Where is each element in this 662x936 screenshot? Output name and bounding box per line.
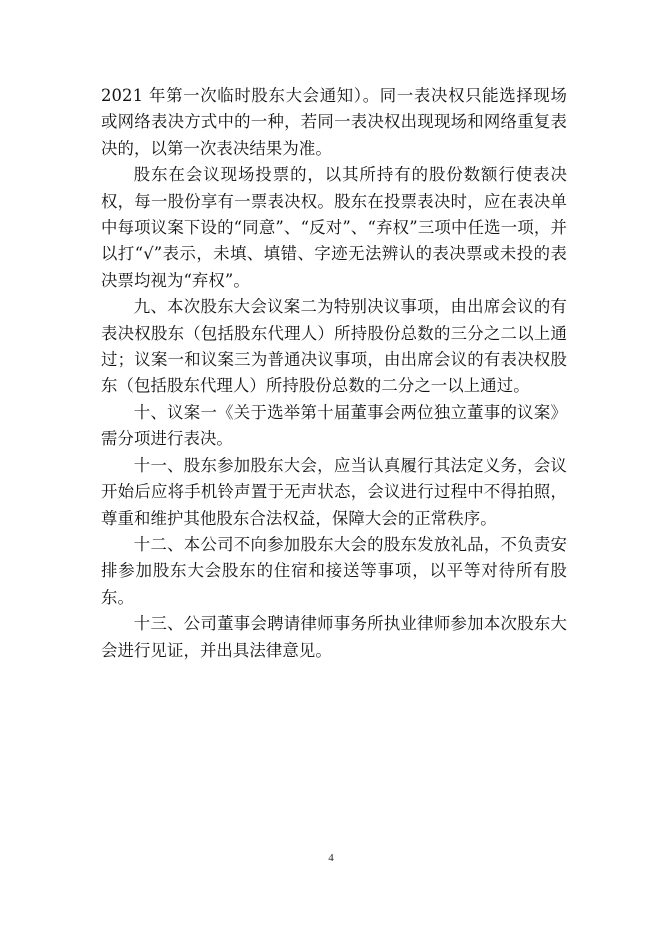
paragraph-item-9: 九、本次股东大会议案二为特别决议事项，由出席会议的有表决权股东（包括股东代理人）所持股份总数的三分之二以上通过；议案一和议案三为普通决议事项，由出席会议的有表决权股东（包括股东代理人）所持股份总数的二分之一以上通过。	[101, 297, 567, 396]
document-body	[101, 83, 567, 664]
page-number: 4	[328, 852, 334, 864]
paragraph-item-13: 十三、公司董事会聘请律师事务所执业律师参加本次股东大会进行见证，并出具法律意见。	[101, 614, 567, 660]
paragraph-item-12: 十二、本公司不向参加股东大会的股东发放礼品，不负责安排参加股东大会股东的住宿和接送等事项，以平等对待所有股东。	[101, 534, 567, 607]
paragraph-onsite-voting: 股东在会议现场投票的，以其所持有的股份数额行使表决权，每一股份享有一票表决权。股东在投票表决时，应在表决单中每项议案下设的“同意”、“反对”、“弃权”三项中任选一项，并以打“√”表示，未填、填错、字迹无法辨认的表决票或未投的表决票均视为“弃权”。	[101, 165, 567, 290]
paragraph-item-10: 十、议案一《关于选举第十届董事会两位独立董事的议案》需分项进行表决。	[101, 402, 567, 449]
paragraph-item-11: 十一、股东参加股东大会，应当认真履行其法定义务，会议开始后应将手机铃声置于无声状态，会议进行过程中不得拍照，尊重和维护其他股东合法权益，保障大会的正常秩序。	[101, 455, 567, 528]
paragraph-voting-method: 2021 年第一次临时股东大会通知）。同一表决权只能选择现场或网络表决方式中的一种，若同一表决权出现现场和网络重复表决的，以第一次表决结果为准。	[101, 86, 567, 158]
